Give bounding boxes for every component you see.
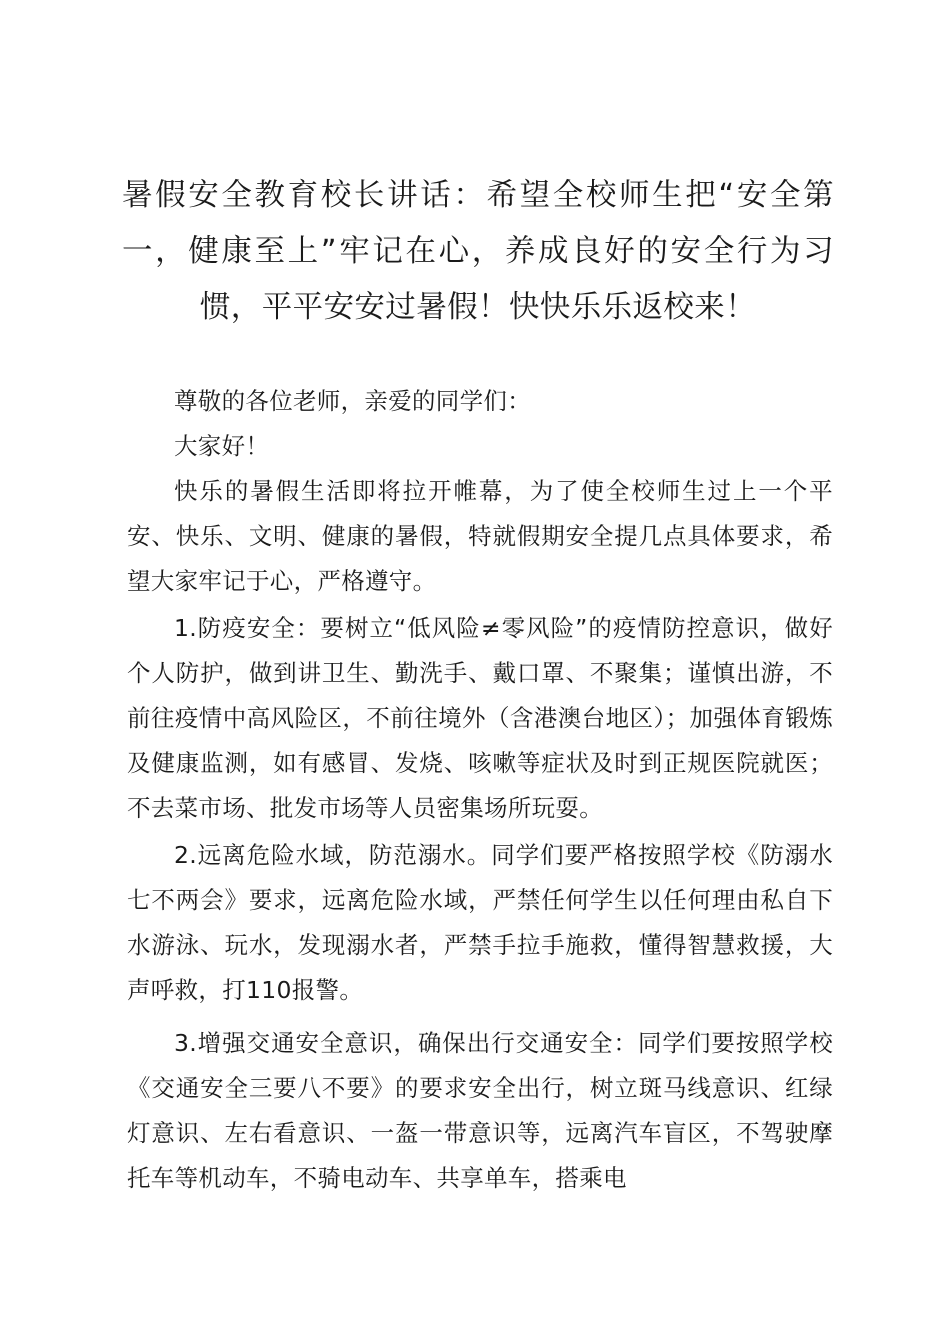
intro-paragraph: 快乐的暑假生活即将拉开帷幕，为了使全校师生过上一个平安、快乐、文明、健康的暑假，特就假期安全提几点具体要求，希望大家牢记于心，严格遵守。 [127,477,833,595]
point-2-paragraph: 2.远离危险水域，防范溺水。同学们要严格按照学校《防溺水七不两会》要求，远离危险水域，严禁任何学生以任何理由私自下水游泳、玩水，发现溺水者，严禁手拉手施救，懂得智慧救援，大声呼救，打110报警。 [127,841,833,1004]
point-1-paragraph: 1.防疫安全：要树立“低风险≠零风险”的疫情防控意识，做好个人防护，做到讲卫生、勤洗手、戴口罩、不聚集；谨慎出游，不前往疫情中高风险区，不前往境外（含港澳台地区）；加强体育锻炼及健康监测，如有感冒、发烧、咳嗽等症状及时到正规医院就医；不去菜市场、批发市场等人员密集场所玩耍。 [127,614,833,822]
greeting-paragraph: 大家好！ [174,432,270,460]
point-3-paragraph: 3.增强交通安全意识，确保出行交通安全：同学们要按照学校《交通安全三要八不要》的要求安全出行，树立斑马线意识、红绿灯意识、左右看意识、一盔一带意识等，远离汽车盲区，不驾驶摩托车等机动车，不骑电动车、共享单车，搭乘电 [127,1029,833,1192]
document-body [127,379,833,1201]
salutation-paragraph: 尊敬的各位老师，亲爱的同学们： [174,387,531,415]
document-title: 暑假安全教育校长讲话：希望全校师生把“安全第一，健康至上”牢记在心，养成良好的安全行为习惯，平平安安过暑假！快快乐乐返校来！ [122,178,834,325]
